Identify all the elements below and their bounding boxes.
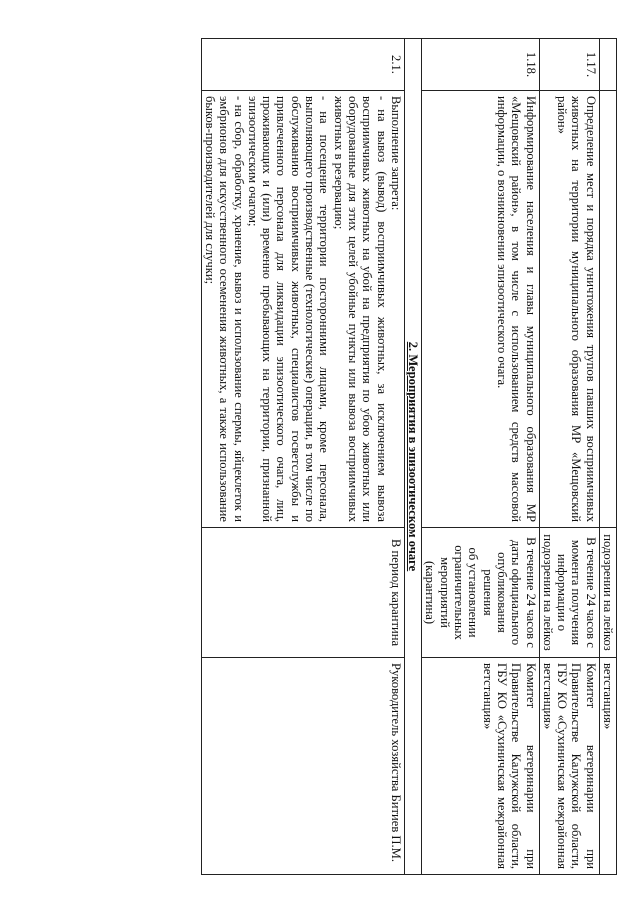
event-cell: Информирование населения и главы муниципального образования МР «Мещовский район», в том числе с использованием средств массовой информации, о возникновении эпизоотического очага. xyxy=(422,91,539,528)
table-row-1-18 xyxy=(422,39,539,875)
event-cell: Определение мест и порядка уничтожения трупов павших восприимчивых животных на территории муниципального образования МР «Мещовский район» xyxy=(539,91,599,528)
event-intro: Выполнение запрета: xyxy=(388,96,403,211)
event-item: - на посещение территории посторонними лицами, кроме персонала, выполняющего производственные (технологические) операции, в том числе по обслуживанию восприимчивых животных, специалистов госветслужбы и привлеченного персонала для ликвидации эпизоотического очага, лиц, проживающих и (или) временно пребывающих на территории, признанной эпизоотическим очагом; xyxy=(245,96,332,522)
section-title: 2. Мероприятия в эпизоотическом очаге xyxy=(404,39,421,875)
responsible-cell: ветстанция» xyxy=(599,658,616,875)
term-line: информации о xyxy=(555,553,570,632)
term-cell xyxy=(539,528,599,658)
responsible-cell: Комитет ветеринарии при Правительстве Калужской области, ГБУ КО «Сухиничская межрайонная ветстанция» xyxy=(539,658,599,875)
term-line: (карантина) xyxy=(423,560,438,625)
row-number xyxy=(599,39,616,91)
row-number: 2.1. xyxy=(201,39,404,91)
term-line: об установлении xyxy=(466,547,481,638)
responsible-cell: Руководитель хозяйства Битиев П.М. xyxy=(201,658,404,875)
row-number: 1.17. xyxy=(539,39,599,91)
term-line: В течение 24 часов с xyxy=(583,537,598,648)
table-row-continuation xyxy=(599,39,616,875)
event-item: - на вывоз (вывод) восприимчивых животных, за исключением вывоза восприимчивых животных на убой на предприятия по убою животных или оборудованные для этих целей убойные пункты или вывоза восприимчивых животных в резервацию; xyxy=(331,96,389,522)
event-cell xyxy=(599,91,616,528)
term-line: даты официального xyxy=(509,539,524,646)
term-line: мероприятий xyxy=(437,557,452,628)
responsible-cell: Комитет ветеринарии при Правительстве Калужской области, ГБУ КО «Сухиничская межрайонная ветстанция» xyxy=(422,658,539,875)
measures-table xyxy=(201,38,617,875)
term-line: опубликования решения xyxy=(480,552,509,633)
section-row xyxy=(404,39,421,875)
event-item: - на сбор, обработку, хранение, вывоз и использование спермы, яйцеклеток и эмбрионов для искусственного осеменения животных, а также использование быков-производителей для случки; xyxy=(202,96,246,522)
row-number: 1.18. xyxy=(422,39,539,91)
term-line: момента получения xyxy=(569,539,584,646)
table-row-2-1 xyxy=(201,39,404,875)
term-cell xyxy=(422,528,539,658)
event-cell xyxy=(201,91,404,528)
term-cell: подозрении на лейкоз xyxy=(599,528,616,658)
term-line: В течение 24 часов с xyxy=(523,537,538,648)
term-cell: В период карантина xyxy=(201,528,404,658)
term-line: подозрении на лейкоз xyxy=(540,534,555,651)
table-row-1-17 xyxy=(539,39,599,875)
term-line: ограничительных xyxy=(452,545,467,640)
